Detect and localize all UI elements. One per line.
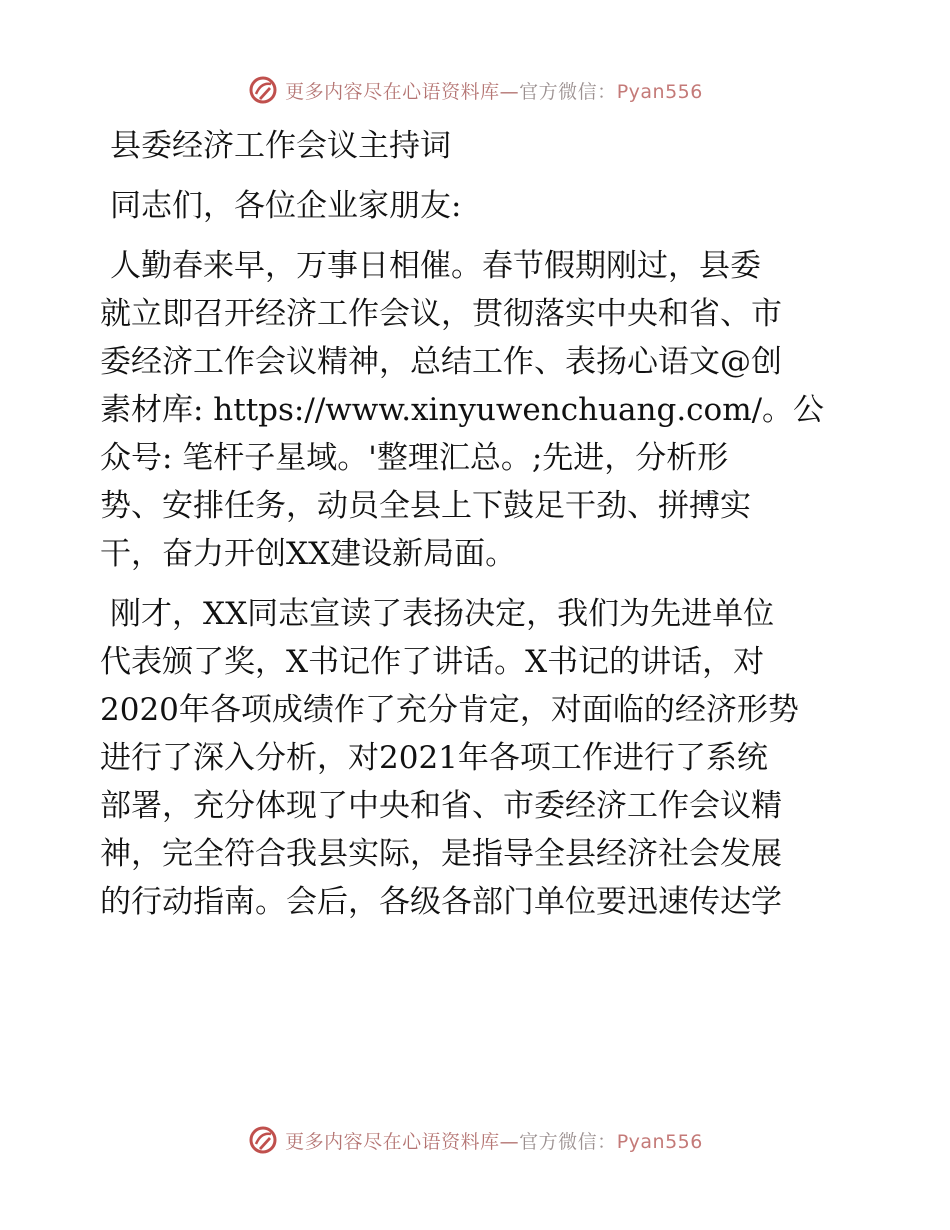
paragraph-2 [100, 590, 860, 926]
paragraph-line: 干，奋力开创XX建设新局面。 [100, 536, 517, 572]
paragraph-1 [100, 242, 860, 578]
watermark-text [285, 77, 703, 104]
salutation: 同志们，各位企业家朋友: [110, 188, 462, 224]
document-body [100, 122, 860, 926]
paragraph-line: 人勤春来早，万事日相催。春节假期刚过，县委 [110, 248, 761, 284]
pen-swirl-logo-icon [247, 74, 279, 106]
paragraph-line: 委经济工作会议精神，总结工作、表扬心语文@创 [100, 344, 782, 380]
watermark-wechat-id: Pyan556 [616, 80, 703, 103]
paragraph-line: 就立即召开经济工作会议，贯彻落实中央和省、市 [100, 296, 782, 332]
paragraph-line: 部署，充分体现了中央和省、市委经济工作会议精 [100, 788, 782, 824]
watermark-official: 官方微信： [519, 1130, 617, 1153]
watermark-text [285, 1127, 703, 1154]
header-watermark [0, 70, 950, 110]
watermark-dash: — [499, 80, 520, 103]
paragraph-line: 进行了深入分析，对2021年各项工作进行了系统 [100, 740, 768, 776]
paragraph-line: 刚才，XX同志宣读了表扬决定，我们为先进单位 [110, 596, 775, 632]
watermark-official: 官方微信： [519, 80, 617, 103]
watermark-brand: 更多内容尽在心语资料库 [285, 80, 500, 103]
paragraph-line: 素材库: https://www.xinyuwenchuang.com/。公 [100, 392, 825, 428]
footer-watermark [0, 1120, 950, 1160]
paragraph-line: 的行动指南。会后，各级各部门单位要迅速传达学 [100, 884, 782, 920]
watermark-wechat-id: Pyan556 [616, 1130, 703, 1153]
document-title: 县委经济工作会议主持词 [110, 128, 451, 164]
paragraph-line: 势、安排任务，动员全县上下鼓足干劲、拼搏实 [100, 488, 751, 524]
paragraph-line: 2020年各项成绩作了充分肯定，对面临的经济形势 [100, 692, 799, 728]
paragraph-line: 众号: 笔杆子星域。'整理汇总。;先进，分析形 [100, 440, 729, 476]
watermark-dash: — [499, 1130, 520, 1153]
pen-swirl-logo-icon [247, 1124, 279, 1156]
watermark-brand: 更多内容尽在心语资料库 [285, 1130, 500, 1153]
paragraph-line: 代表颁了奖，X书记作了讲话。X书记的讲话，对 [100, 644, 765, 680]
paragraph-line: 神，完全符合我县实际，是指导全县经济社会发展 [100, 836, 782, 872]
